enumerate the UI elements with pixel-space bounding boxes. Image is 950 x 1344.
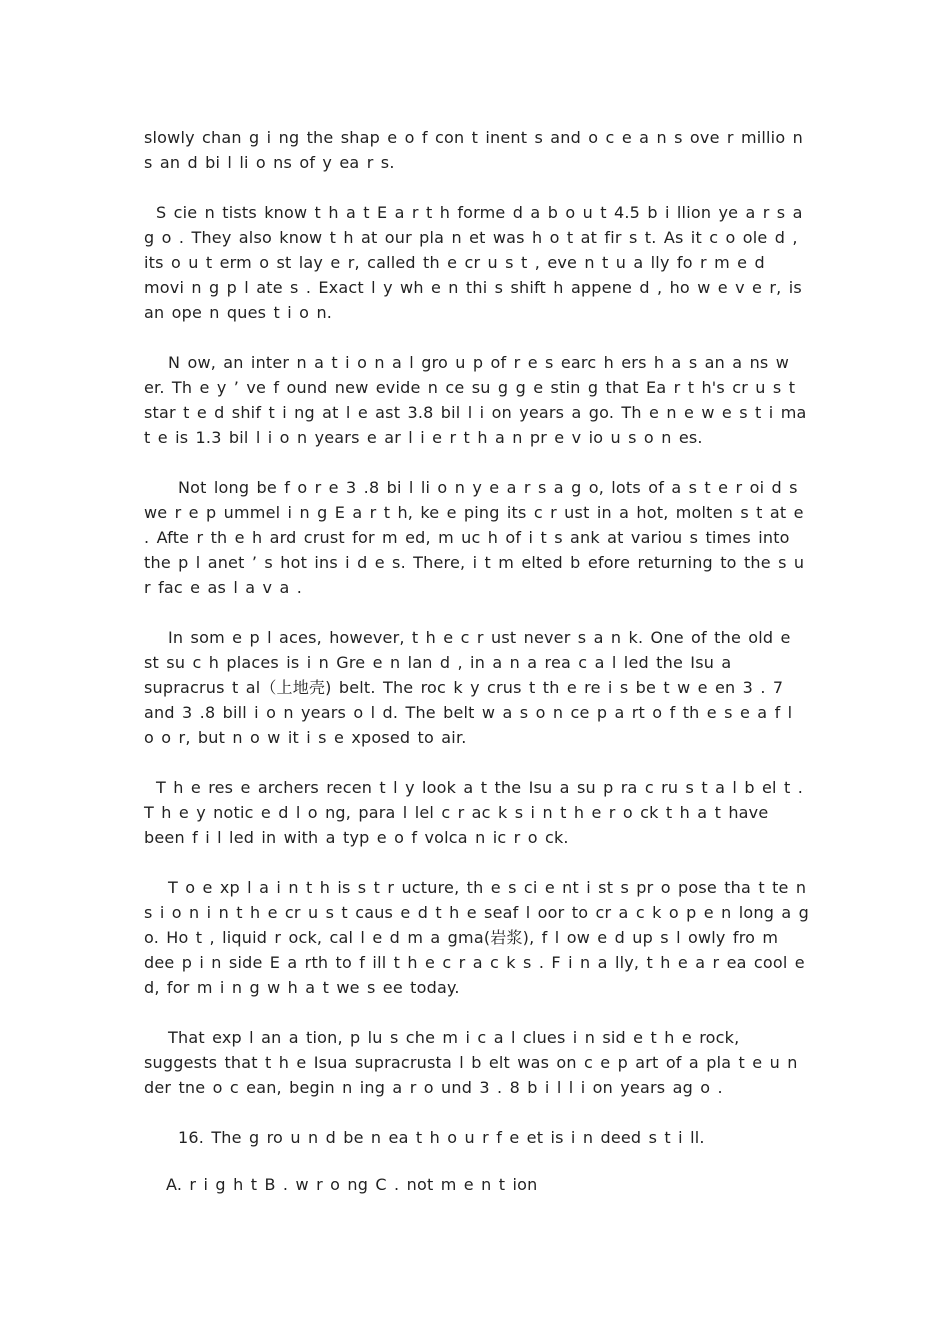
question-16: 16. The g ro u n d be n ea t h o u r f e et is i n deed s t i ll. (178, 1128, 705, 1147)
paragraph-chemical-clues: That exp l an a tion, p lu s che m i c a l clues i n sid e t h e rock, suggests that t h e Isua supracrusta l b elt was on c e p art of a pla t e u n der tne o c ean, begin n ing a r o und 3 . 8 b i l l i on years ag o . (144, 1028, 798, 1097)
answer-options: A. r i g h t B . w r o ng C . not m e n t ion (166, 1175, 538, 1194)
paragraph-intro-continuation: slowly chan g i ng the shap e o f con t inent s and o c e a n s ove r millio n s an d bi l li o ns of y ea r s. (144, 128, 803, 172)
document-body (144, 125, 809, 1197)
paragraph-greenland-belt: In som e p l aces, however, t h e c r ust never s a n k. One of the old e st su c h places is i n Gre e n lan d , in a n a rea c a l led the Isu a supracrus t al（上地壳) belt. The roc k y crus t th e re i s be t w e en 3 . 7 and 3 .8 bill i o n years o l d. The belt w a s o n ce p a rt o f th e s e a f l o o r, but n o w it i s e xposed to air. (144, 628, 793, 747)
paragraph-new-evidence: N ow, an inter n a t i o n a l gro u p of r e s earc h ers h a s an a ns w er. Th e y ’ ve f ound new evide n ce su g g e stin g that Ea r t h's cr u s t star t e d shif t i ng at l e ast 3.8 bil l i on years a go. Th e n e w e s t i ma t e is 1.3 bil l i o n years e ar l i e r t h a n pr e v io u s o n es. (144, 353, 807, 447)
paragraph-magma-explanation: T o e xp l a i n t h is s t r ucture, th e s ci e nt i st s pr o pose tha t te n s i o n i n t h e cr u s t caus e d t h e seaf l oor to cr a c k o p e n long a g o. Ho t , liquid r ock, cal l e d m a gma(岩浆), f l ow e d up s l owly fro m dee p i n side E a rth to f ill t h e c r a c k s . F i n a lly, t h e a r ea cool e d, for m i n g w h a t we s ee today. (144, 878, 809, 997)
paragraph-earth-formation: S cie n tists know t h a t E a r t h forme d a b o u t 4.5 b i llion ye a r s a g o . They also know t h at our pla n et was h o t at fir s t. As it c o ole d , its o u t erm o st lay e r, called th e cr u s t , eve n t u a lly fo r m e d movi n g p l ate s . Exact l y wh e n thi s shift h appene d , ho w e v e r, is an ope n ques t i o n. (144, 203, 803, 322)
paragraph-parallel-cracks: T h e res e archers recen t l y look a t the Isu a su p ra c ru s t a l b el t . T h e y notic e d l o ng, para l lel c r ac k s i n t h e r o ck t h a t have been f i l led in with a typ e o f volca n ic r o ck. (144, 778, 803, 847)
paragraph-asteroids: Not long be f o r e 3 .8 bi l li o n y e a r s a g o, lots of a s t e r oi d s we r e p ummel i n g E a r t h, ke e ping its c r ust in a hot, molten s t at e . Afte r th e h ard crust for m ed, m uc h of i t s ank at variou s times into the p l anet ’ s hot ins i d e s. There, i t m elted b efore returning to the s u r fac e as l a v a . (144, 478, 805, 597)
